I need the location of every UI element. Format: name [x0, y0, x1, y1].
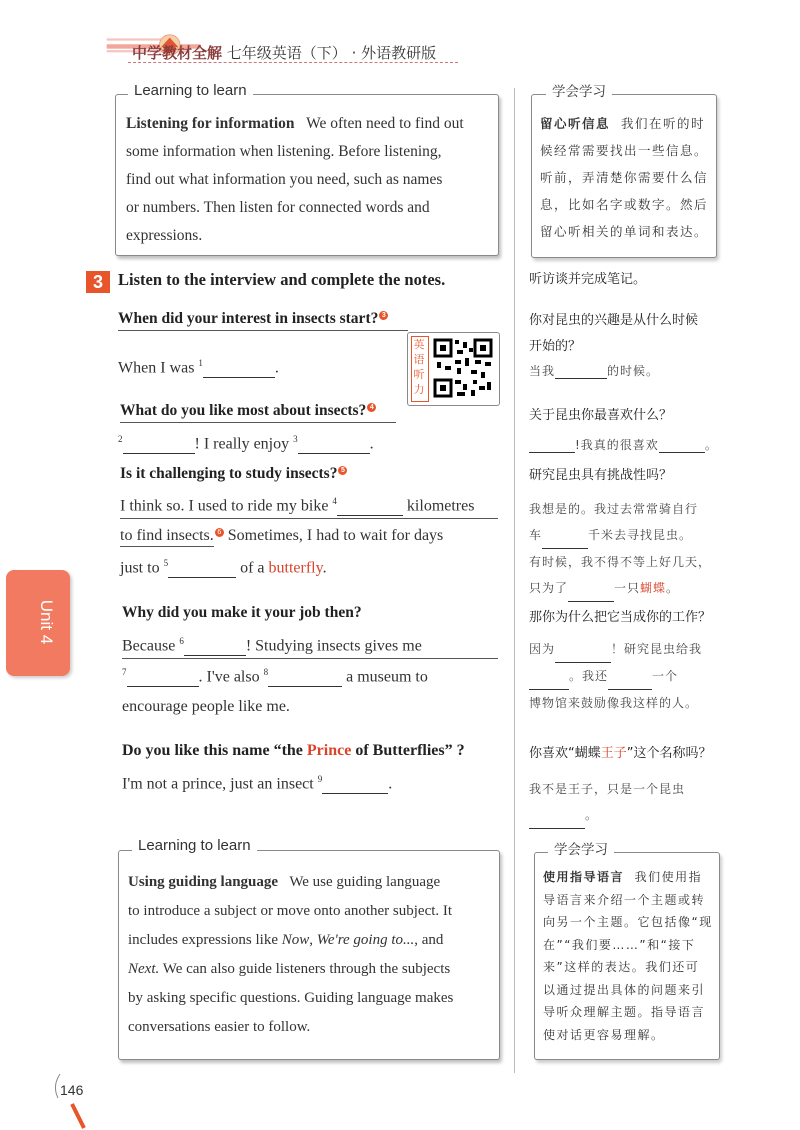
blank-number: 4	[332, 496, 337, 506]
question-3	[120, 465, 347, 483]
answer-text: of a	[240, 559, 265, 577]
listening-tag	[411, 336, 429, 402]
cn-answer-text: 一只	[614, 581, 641, 595]
cn-answer-text: 当我	[529, 364, 556, 378]
question-4: Why did you make it your job then?	[122, 604, 362, 621]
answer-1	[118, 358, 279, 378]
cn-answer-1	[529, 362, 659, 379]
cn-answer-text: 有时候，我不得不等上好几天，	[529, 555, 712, 569]
answer-5	[122, 774, 392, 794]
highlight-word: 蝴蝶	[640, 581, 667, 595]
cn-answer-4	[529, 636, 715, 716]
learning-box-legend: Learning to learn	[128, 82, 253, 99]
answer-text: .	[274, 359, 279, 377]
learning-box-text	[128, 868, 492, 1042]
cn-answer-text: 车	[529, 528, 543, 542]
learning-line: conversations easier to follow.	[128, 1019, 311, 1035]
blank-number: 6	[179, 636, 184, 646]
cn-answer-text: !我真的很喜欢	[575, 438, 659, 452]
learning-line: includes expressions like	[128, 932, 278, 948]
cn-answer-text: 。	[666, 581, 680, 595]
note-marker: 4	[367, 403, 376, 412]
cn-line: 息，比如名字或数字。然后	[540, 197, 709, 212]
exercise-instruction-cn: 听访谈并完成笔记。	[529, 272, 647, 287]
cn-learning-box-text	[540, 110, 712, 245]
blank-3[interactable]	[298, 435, 370, 454]
cn-line: 我们使用指	[634, 870, 703, 884]
question-text: When did your interest in insects start?	[118, 310, 379, 327]
learning-box-legend: Learning to learn	[132, 837, 257, 854]
blank-number: 2	[118, 434, 123, 444]
answer-text: .	[369, 435, 374, 453]
cn-box-heading: 使用指导语言	[543, 870, 625, 884]
answer-text: When I was	[118, 359, 195, 377]
cn-question-text: 你对昆虫的兴趣是从什么时候	[529, 313, 699, 328]
answer-text: to find insects.	[120, 527, 214, 547]
answer-text: a museum to	[346, 668, 428, 686]
answer-4-line-2	[122, 667, 428, 687]
cn-answer-text: 一个	[652, 669, 679, 683]
cn-learning-box-legend: 学会学习	[548, 838, 614, 858]
blank-7[interactable]	[127, 668, 199, 687]
answer-2	[118, 434, 374, 454]
highlight-word: Prince	[306, 742, 352, 759]
learning-line: to introduce a subject or move onto another subject. It	[128, 903, 453, 919]
cn-question-4: 那你为什么把它当成你的工作？	[529, 610, 712, 625]
cn-blank[interactable]	[568, 575, 614, 602]
blank-number: 7	[122, 667, 127, 677]
cn-question-3: 研究昆虫具有挑战性吗？	[529, 468, 673, 483]
note-marker: 3	[379, 311, 388, 320]
answer-text: I think so. I used to ride my bike	[120, 497, 329, 515]
learning-line: find out what information you need, such as names	[126, 171, 443, 188]
answer-text: just to	[120, 559, 160, 577]
learning-line: We use guiding language	[289, 874, 441, 890]
cn-question-text: ”这个名称吗？	[626, 746, 712, 761]
cn-answer-text: 。	[704, 438, 718, 452]
learning-line: We often need to find out	[306, 115, 464, 132]
highlight-word: butterfly	[268, 559, 323, 577]
exercise-instruction: Listen to the interview and complete the notes.	[118, 270, 446, 289]
cn-answer-text: 千米去寻找昆虫。	[588, 528, 693, 542]
answer-text: kilometres	[406, 497, 475, 515]
question-2	[120, 402, 396, 423]
listening-tag-text: 英语听力	[413, 338, 425, 396]
learning-box-text	[126, 110, 490, 250]
answer-text: .	[388, 775, 393, 793]
question-5	[122, 742, 465, 760]
question-text: Is it challenging to study insects?	[120, 465, 338, 482]
cn-answer-text: 。	[585, 808, 599, 822]
cn-blank[interactable]	[542, 522, 588, 549]
exercise-number: 3	[86, 271, 110, 293]
cn-blank[interactable]	[529, 438, 575, 453]
cn-answer-2	[529, 436, 718, 453]
cn-line: 向另一个主题。它包括像“现	[543, 915, 713, 929]
answer-text: . I've also	[198, 668, 260, 686]
answer-text: I'm not a prince, just an insect	[122, 775, 314, 793]
column-divider	[514, 88, 515, 1073]
cn-answer-text: 。我还	[569, 669, 609, 683]
note-marker: 6	[215, 528, 224, 537]
cn-answer-text: 我不是王子，只是一个昆虫	[529, 782, 686, 796]
learning-line: ,	[309, 932, 313, 948]
learning-line: some information when listening. Before listening,	[126, 143, 442, 160]
learning-line: We can also guide listeners through the subjects	[162, 961, 451, 977]
learning-box-heading: Listening for information	[126, 115, 295, 132]
answer-3-line-2	[120, 527, 443, 545]
cn-answer-text: 我想是的。我过去常常骑自行	[529, 502, 699, 516]
cn-box-heading: 留心听信息	[540, 116, 611, 131]
learning-line: by asking specific questions. Guiding language makes	[128, 990, 454, 1006]
cn-question-text: 开始的？	[529, 339, 582, 354]
question-text: ?	[456, 742, 465, 759]
blank-5[interactable]	[168, 559, 236, 578]
cn-line: 我们在听的时	[620, 116, 705, 131]
cn-blank[interactable]	[529, 802, 585, 829]
question-text: Do you like this name	[122, 742, 270, 759]
highlight-word: 王子	[600, 746, 627, 761]
cn-line: 来”这样的表达。我们还可	[543, 960, 700, 974]
blank-4[interactable]	[337, 497, 403, 516]
answer-4-line-3: encourage people like me.	[122, 698, 290, 715]
cn-learning-box-text	[543, 866, 715, 1046]
cn-question-5	[529, 742, 712, 761]
cn-blank[interactable]	[608, 663, 652, 690]
blank-6[interactable]	[184, 637, 246, 656]
blank-number: 8	[263, 667, 269, 677]
answer-text: .	[322, 559, 327, 577]
learning-line: Now	[281, 932, 310, 948]
cn-blank[interactable]	[555, 636, 611, 663]
cn-line: 候经常需要找出一些信息。	[540, 143, 709, 158]
cn-blank[interactable]	[555, 364, 607, 379]
cn-line: 以通过提出具体的问题来引	[543, 982, 706, 997]
learning-line: We're going to...	[316, 932, 415, 948]
blank-number: 5	[163, 558, 169, 568]
cn-line: 使对话更容易理解。	[543, 1027, 665, 1042]
learning-line: , and	[414, 932, 444, 948]
cn-line: 在”“我们要……”和“接下	[543, 937, 696, 952]
header-publisher: · 外语教研版	[351, 44, 437, 62]
cn-learning-box-legend: 学会学习	[546, 80, 612, 100]
answer-text: ! I really enjoy	[194, 435, 290, 453]
question-text: of Butterflies”	[355, 742, 453, 759]
blank-1[interactable]	[203, 359, 275, 378]
answer-3-line-3	[120, 558, 327, 578]
cn-blank[interactable]	[529, 663, 569, 690]
learning-line: expressions.	[126, 227, 203, 244]
cn-question-2: 关于昆虫你最喜欢什么？	[529, 408, 673, 423]
answer-3-line-1	[120, 496, 498, 519]
cn-question-text: 你喜欢“蝴蝶	[529, 746, 601, 761]
header-title	[132, 42, 436, 63]
blank-number: 1	[198, 358, 203, 368]
learning-line: Next.	[128, 961, 160, 977]
page-number: 146	[60, 1082, 84, 1098]
cn-answer-3	[529, 496, 715, 602]
answer-text: Because	[122, 637, 176, 655]
question-text: What do you like most about insects?	[120, 402, 367, 419]
cn-answer-5	[529, 776, 715, 829]
cn-line: 导语言来介绍一个主题或转	[543, 892, 706, 907]
cn-blank[interactable]	[659, 438, 705, 453]
qr-code-icon	[433, 338, 493, 398]
cn-answer-text: 只为了	[529, 581, 569, 595]
blank-number: 3	[293, 434, 298, 444]
note-marker: 5	[338, 466, 347, 475]
cn-line: 导听众理解主题。指导语言	[543, 1005, 706, 1019]
blank-8[interactable]	[268, 668, 342, 687]
cn-answer-text: 博物馆来鼓励像我这样的人。	[529, 696, 699, 710]
header-grade: 七年级英语（下）	[226, 44, 347, 62]
blank-number: 9	[317, 774, 323, 784]
cn-question-1	[529, 308, 698, 360]
question-1	[118, 310, 408, 331]
answer-text: ! Studying insects gives me	[245, 637, 422, 655]
cn-answer-text: ！研究昆虫给我	[611, 642, 703, 656]
cn-answer-text: 的时候。	[607, 364, 660, 378]
header-book: 中学教材全解	[132, 44, 223, 62]
header-rule	[128, 62, 458, 63]
answer-4-line-1	[122, 636, 498, 659]
question-text: “the	[273, 742, 303, 759]
learning-line: or numbers. Then listen for connected words and	[126, 199, 430, 216]
cn-line: 留心听相关的单词和表达。	[540, 224, 709, 239]
cn-answer-text: 因为	[529, 642, 556, 656]
cn-line: 听前，弄清楚你需要什么信	[540, 170, 709, 185]
answer-text: Sometimes, I had to wait for days	[227, 527, 444, 544]
unit-label: Unit 4	[37, 599, 56, 645]
learning-box-heading: Using guiding language	[128, 874, 279, 890]
page-corner-decoration	[50, 1072, 90, 1130]
blank-2[interactable]	[123, 435, 195, 454]
blank-9[interactable]	[322, 775, 388, 794]
